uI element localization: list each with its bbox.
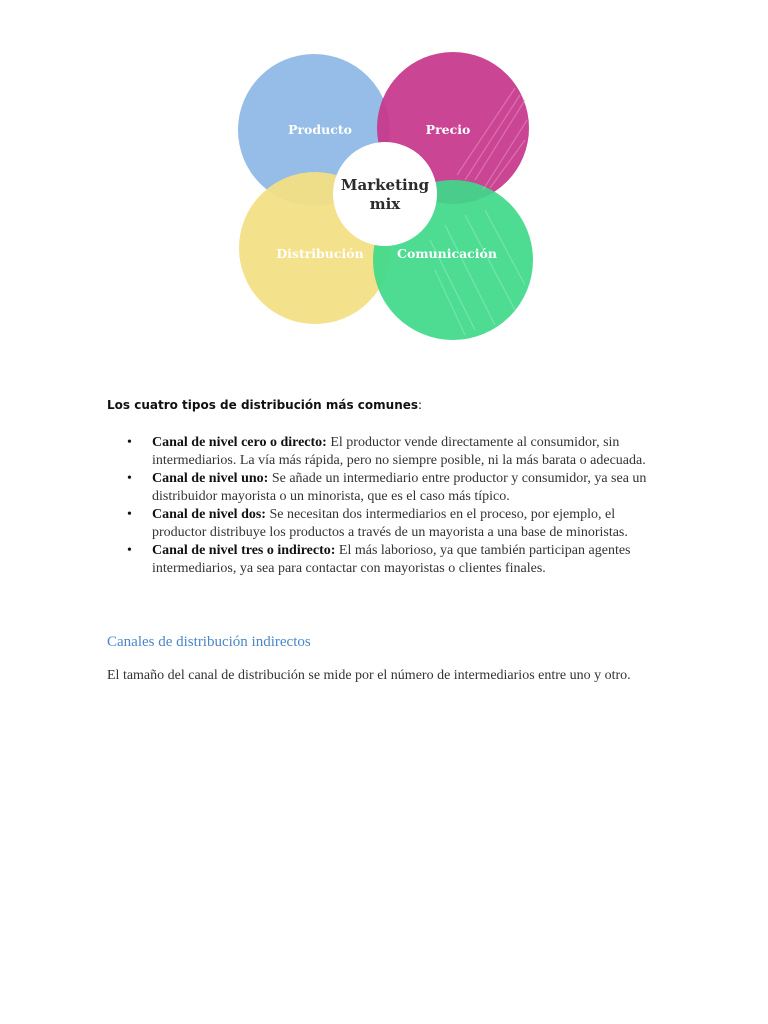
item-text: El productor vende directamente al consumidor, sin intermediarios. La vía más rápida, pero no siempre posible, ni la más barata o adecuada. [152,435,646,468]
marketing-mix-diagram [225,40,545,345]
item-text: El más laborioso, ya que también participan agentes intermediarios, ya sea para contactar con mayoristas o clientes finales. [152,543,631,576]
label-precio: Precio [425,122,471,137]
bullet-icon: • [127,543,132,558]
section-heading-text: Los cuatro tipos de distribución más comunes [107,398,419,412]
list-item [108,506,668,542]
indirect-channels-body: El tamaño del canal de distribución se mide por el número de intermediarios entre uno y otro. [107,668,631,683]
list-item [108,542,668,578]
item-lead: Canal de nivel tres o indirecto: [152,543,336,558]
label-distribucion: Distribución [276,246,364,261]
distribution-types-list [108,434,668,578]
bullet-icon: • [127,471,132,486]
section-heading-suffix: : [418,398,423,412]
bullet-icon: • [127,507,132,522]
list-item [108,470,668,506]
item-lead: Canal de nivel dos: [152,507,266,522]
bullet-icon: • [127,435,132,450]
label-comunicacion: Comunicación [397,246,497,261]
label-producto: Producto [288,122,352,137]
item-text: Se necesitan dos intermediarios en el proceso, por ejemplo, el productor distribuye los productos a través de un mayorista a una base de minoristas. [152,507,628,540]
section-heading [107,398,422,412]
list-item [108,434,668,470]
center-label-line1: Marketing [340,176,430,194]
item-lead: Canal de nivel cero o directo: [152,435,327,450]
center-circle [333,142,437,246]
item-lead: Canal de nivel uno: [152,471,269,486]
center-label-line2: mix [369,195,401,213]
item-text: Se añade un intermediario entre productor y consumidor, ya sea un distribuidor mayorista o un minorista, que es el caso más típico. [152,471,647,504]
indirect-channels-heading: Canales de distribución indirectos [107,634,311,650]
